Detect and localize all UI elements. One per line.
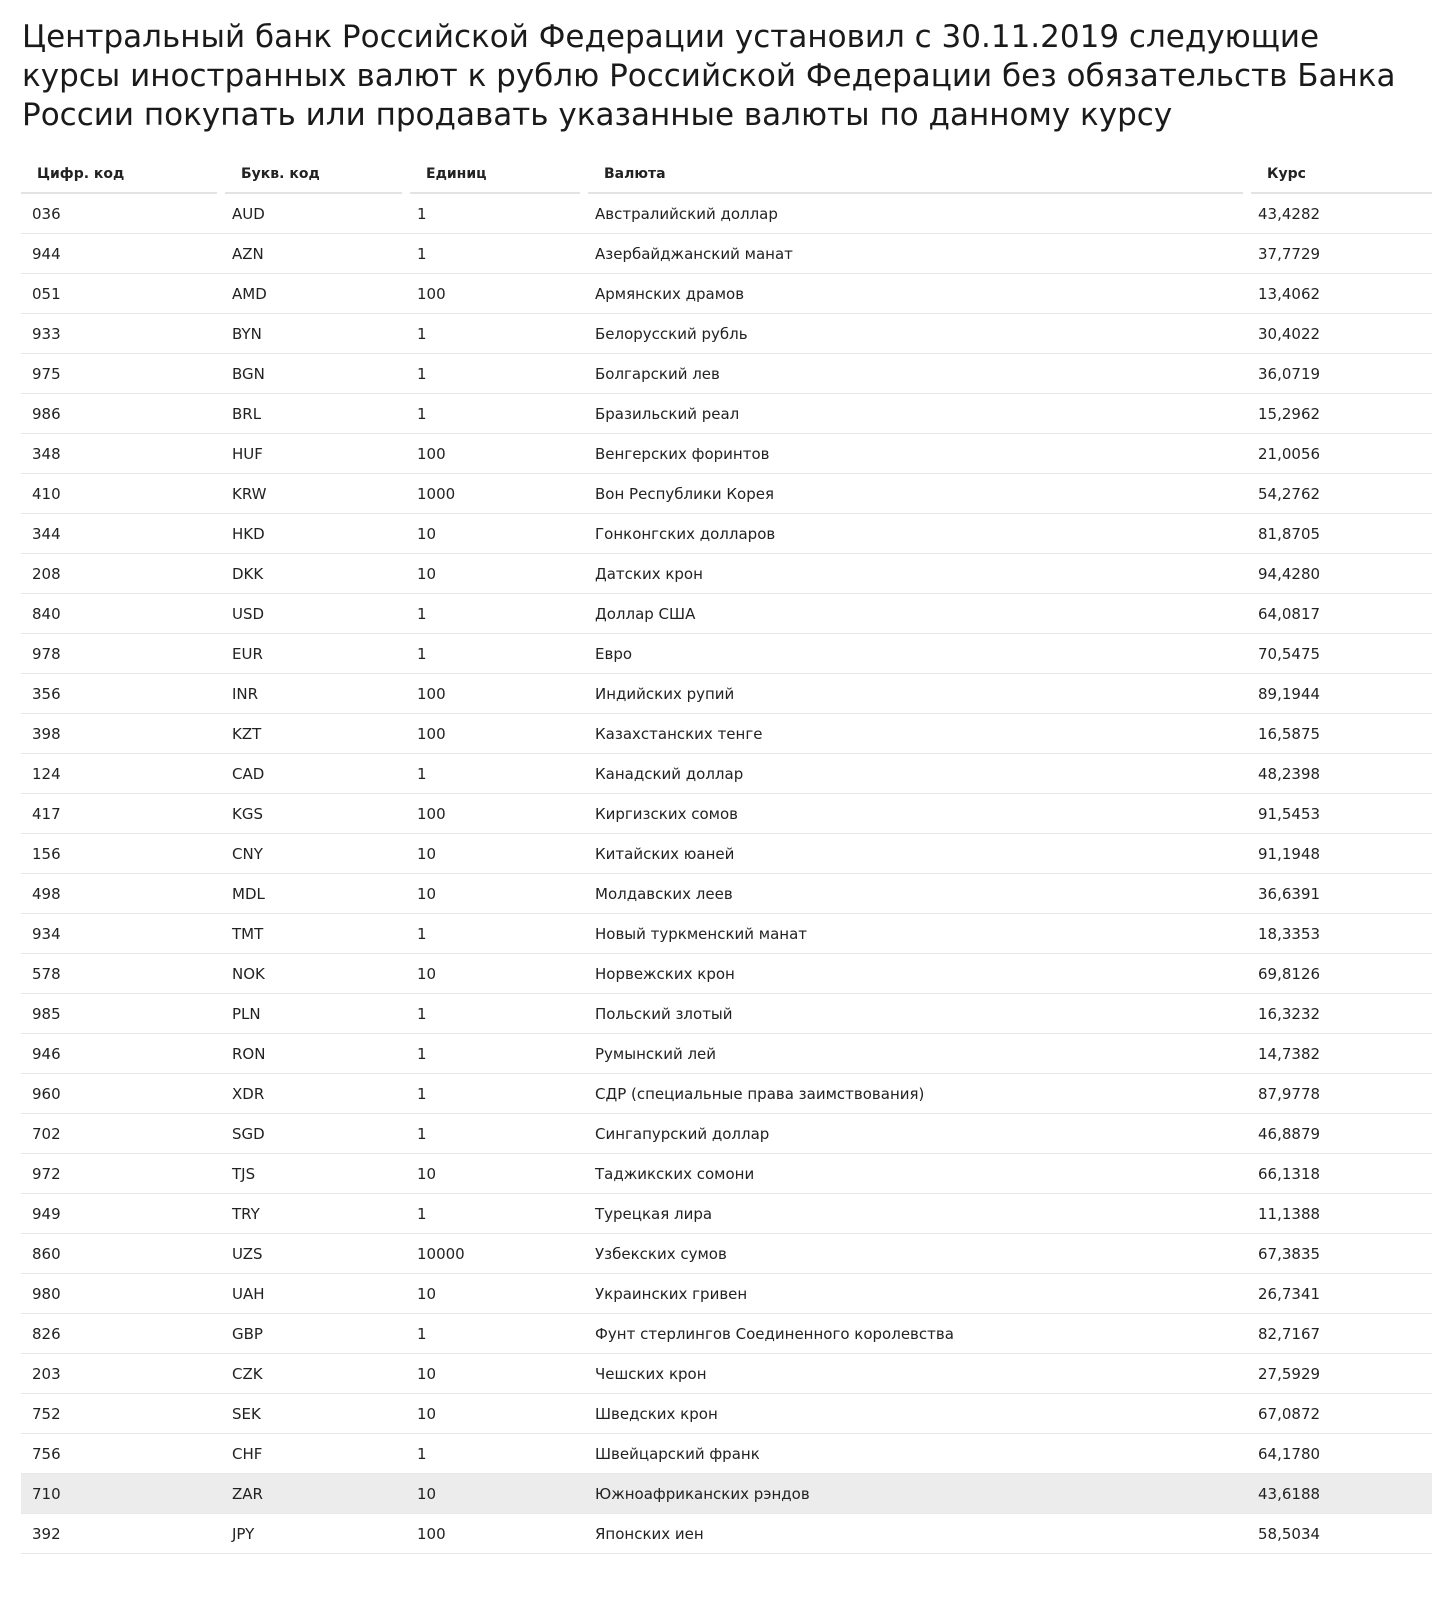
cell-units: 10 <box>406 834 584 874</box>
table-row <box>21 674 1432 714</box>
cell-char-code: RON <box>221 1034 406 1074</box>
table-row <box>21 474 1432 514</box>
table-row <box>21 634 1432 674</box>
page-title: Центральный банк Российской Федерации установил с 30.11.2019 следующие курсы иностранных валют к рублю Российской Федерации без обязательств Банка России покупать или продавать указанные валюты по данному курсу <box>22 19 1396 133</box>
cell-currency-name: Армянских драмов <box>584 274 1247 314</box>
cell-rate: 13,4062 <box>1247 274 1432 314</box>
cell-char-code: BRL <box>221 394 406 434</box>
cell-rate: 91,5453 <box>1247 794 1432 834</box>
cell-currency-name: Белорусский рубль <box>584 314 1247 354</box>
cell-rate: 67,0872 <box>1247 1394 1432 1434</box>
table-row <box>21 874 1432 914</box>
cell-num-code: 392 <box>21 1514 221 1554</box>
cell-char-code: TRY <box>221 1194 406 1234</box>
cell-currency-name: Чешских крон <box>584 1354 1247 1394</box>
cell-rate: 14,7382 <box>1247 1034 1432 1074</box>
cell-units: 10 <box>406 1474 584 1514</box>
cell-rate: 15,2962 <box>1247 394 1432 434</box>
table-row <box>21 1314 1432 1354</box>
cell-char-code: ZAR <box>221 1474 406 1514</box>
table-row <box>21 1074 1432 1114</box>
cell-currency-name: Норвежских крон <box>584 954 1247 994</box>
cell-units: 1 <box>406 914 584 954</box>
cell-currency-name: Сингапурский доллар <box>584 1114 1247 1154</box>
cell-char-code: NOK <box>221 954 406 994</box>
cell-num-code: 752 <box>21 1394 221 1434</box>
cell-currency-name: Датских крон <box>584 554 1247 594</box>
cell-rate: 16,5875 <box>1247 714 1432 754</box>
cell-units: 1 <box>406 193 584 234</box>
table-row <box>21 714 1432 754</box>
cell-currency-name: Швейцарский франк <box>584 1434 1247 1474</box>
cell-num-code: 203 <box>21 1354 221 1394</box>
table-row <box>21 394 1432 434</box>
cell-num-code: 348 <box>21 434 221 474</box>
cell-num-code: 946 <box>21 1034 221 1074</box>
cell-char-code: KRW <box>221 474 406 514</box>
cell-currency-name: Украинских гривен <box>584 1274 1247 1314</box>
cell-units: 10 <box>406 1394 584 1434</box>
cell-num-code: 826 <box>21 1314 221 1354</box>
cell-char-code: AMD <box>221 274 406 314</box>
cell-num-code: 949 <box>21 1194 221 1234</box>
cell-char-code: SEK <box>221 1394 406 1434</box>
cell-currency-name: Молдавских леев <box>584 874 1247 914</box>
cell-char-code: BGN <box>221 354 406 394</box>
cell-currency-name: Гонконгских долларов <box>584 514 1247 554</box>
cell-rate: 54,2762 <box>1247 474 1432 514</box>
cell-currency-name: Евро <box>584 634 1247 674</box>
cell-units: 1 <box>406 1074 584 1114</box>
cell-rate: 89,1944 <box>1247 674 1432 714</box>
cell-char-code: HUF <box>221 434 406 474</box>
cell-units: 1 <box>406 314 584 354</box>
cell-num-code: 985 <box>21 994 221 1034</box>
cell-char-code: UZS <box>221 1234 406 1274</box>
cell-currency-name: Узбекских сумов <box>584 1234 1247 1274</box>
cell-num-code: 124 <box>21 754 221 794</box>
cell-units: 1 <box>406 754 584 794</box>
cell-currency-name: Вон Республики Корея <box>584 474 1247 514</box>
table-row <box>21 1514 1432 1554</box>
cell-rate: 26,7341 <box>1247 1274 1432 1314</box>
cell-rate: 30,4022 <box>1247 314 1432 354</box>
cell-units: 1 <box>406 634 584 674</box>
cell-num-code: 578 <box>21 954 221 994</box>
cell-units: 100 <box>406 274 584 314</box>
cell-units: 1 <box>406 234 584 274</box>
cell-num-code: 356 <box>21 674 221 714</box>
cell-num-code: 975 <box>21 354 221 394</box>
cell-rate: 64,1780 <box>1247 1434 1432 1474</box>
cell-units: 100 <box>406 1514 584 1554</box>
table-row <box>21 594 1432 634</box>
cell-num-code: 986 <box>21 394 221 434</box>
cell-units: 100 <box>406 674 584 714</box>
cell-char-code: UAH <box>221 1274 406 1314</box>
table-row <box>21 1354 1432 1394</box>
cell-rate: 82,7167 <box>1247 1314 1432 1354</box>
table-row <box>21 1474 1432 1514</box>
cell-units: 1 <box>406 594 584 634</box>
cell-num-code: 972 <box>21 1154 221 1194</box>
table-row <box>21 914 1432 954</box>
table-row <box>21 193 1432 234</box>
cell-char-code: KZT <box>221 714 406 754</box>
cell-rate: 43,4282 <box>1247 193 1432 234</box>
header-num-code: Цифр. код <box>21 156 221 193</box>
cell-units: 100 <box>406 434 584 474</box>
cell-char-code: CHF <box>221 1434 406 1474</box>
cell-units: 1 <box>406 1194 584 1234</box>
table-row <box>21 314 1432 354</box>
cell-char-code: AUD <box>221 193 406 234</box>
table-row <box>21 514 1432 554</box>
cell-currency-name: Болгарский лев <box>584 354 1247 394</box>
cell-currency-name: Румынский лей <box>584 1034 1247 1074</box>
table-row <box>21 794 1432 834</box>
cell-rate: 36,0719 <box>1247 354 1432 394</box>
cell-units: 1 <box>406 354 584 394</box>
cell-units: 10000 <box>406 1234 584 1274</box>
table-row <box>21 554 1432 594</box>
cell-currency-name: СДР (специальные права заимствования) <box>584 1074 1247 1114</box>
cell-char-code: CZK <box>221 1354 406 1394</box>
cell-units: 1 <box>406 994 584 1034</box>
cell-units: 100 <box>406 794 584 834</box>
cell-units: 1 <box>406 394 584 434</box>
cell-currency-name: Доллар США <box>584 594 1247 634</box>
cell-currency-name: Киргизских сомов <box>584 794 1247 834</box>
cell-units: 1000 <box>406 474 584 514</box>
cell-char-code: USD <box>221 594 406 634</box>
cell-char-code: SGD <box>221 1114 406 1154</box>
table-row <box>21 274 1432 314</box>
cell-num-code: 840 <box>21 594 221 634</box>
cell-rate: 94,4280 <box>1247 554 1432 594</box>
cell-rate: 18,3353 <box>1247 914 1432 954</box>
table-body <box>21 193 1432 1554</box>
table-row <box>21 1114 1432 1154</box>
cell-char-code: DKK <box>221 554 406 594</box>
cell-rate: 67,3835 <box>1247 1234 1432 1274</box>
cell-rate: 87,9778 <box>1247 1074 1432 1114</box>
cell-units: 1 <box>406 1314 584 1354</box>
cell-currency-name: Японских иен <box>584 1514 1247 1554</box>
cell-rate: 48,2398 <box>1247 754 1432 794</box>
cell-currency-name: Канадский доллар <box>584 754 1247 794</box>
cell-num-code: 036 <box>21 193 221 234</box>
cell-char-code: JPY <box>221 1514 406 1554</box>
cell-char-code: TJS <box>221 1154 406 1194</box>
cell-currency-name: Казахстанских тенге <box>584 714 1247 754</box>
cell-currency-name: Таджикских сомони <box>584 1154 1247 1194</box>
cell-rate: 21,0056 <box>1247 434 1432 474</box>
table-row <box>21 994 1432 1034</box>
cell-num-code: 710 <box>21 1474 221 1514</box>
cell-rate: 43,6188 <box>1247 1474 1432 1514</box>
cell-currency-name: Бразильский реал <box>584 394 1247 434</box>
cell-units: 1 <box>406 1434 584 1474</box>
cell-currency-name: Китайских юаней <box>584 834 1247 874</box>
table-row <box>21 1234 1432 1274</box>
cell-char-code: KGS <box>221 794 406 834</box>
header-char-code: Букв. код <box>221 156 406 193</box>
cell-currency-name: Индийских рупий <box>584 674 1247 714</box>
cell-rate: 37,7729 <box>1247 234 1432 274</box>
cell-units: 10 <box>406 1354 584 1394</box>
cell-num-code: 960 <box>21 1074 221 1114</box>
table-row <box>21 1394 1432 1434</box>
cell-num-code: 051 <box>21 274 221 314</box>
cell-num-code: 980 <box>21 1274 221 1314</box>
cell-char-code: HKD <box>221 514 406 554</box>
cell-num-code: 756 <box>21 1434 221 1474</box>
cell-units: 10 <box>406 874 584 914</box>
table-row <box>21 1154 1432 1194</box>
cell-currency-name: Польский злотый <box>584 994 1247 1034</box>
cell-currency-name: Шведских крон <box>584 1394 1247 1434</box>
cell-rate: 81,8705 <box>1247 514 1432 554</box>
table-row <box>21 754 1432 794</box>
header-rate: Курс <box>1247 156 1432 193</box>
table-row <box>21 434 1432 474</box>
currency-rates-table <box>21 156 1432 1554</box>
cell-units: 10 <box>406 514 584 554</box>
cell-units: 1 <box>406 1114 584 1154</box>
table-header-row <box>21 156 1432 193</box>
cell-currency-name: Новый туркменский манат <box>584 914 1247 954</box>
cell-num-code: 860 <box>21 1234 221 1274</box>
table-row <box>21 1434 1432 1474</box>
cell-currency-name: Азербайджанский манат <box>584 234 1247 274</box>
cell-num-code: 934 <box>21 914 221 954</box>
cell-num-code: 933 <box>21 314 221 354</box>
cell-currency-name: Австралийский доллар <box>584 193 1247 234</box>
cell-char-code: XDR <box>221 1074 406 1114</box>
table-row <box>21 1034 1432 1074</box>
cell-currency-name: Турецкая лира <box>584 1194 1247 1234</box>
cell-rate: 46,8879 <box>1247 1114 1432 1154</box>
cell-char-code: TMT <box>221 914 406 954</box>
cell-rate: 36,6391 <box>1247 874 1432 914</box>
cell-char-code: CNY <box>221 834 406 874</box>
cell-currency-name: Южноафриканских рэндов <box>584 1474 1247 1514</box>
cell-rate: 70,5475 <box>1247 634 1432 674</box>
cell-char-code: CAD <box>221 754 406 794</box>
cell-char-code: BYN <box>221 314 406 354</box>
cell-char-code: MDL <box>221 874 406 914</box>
cell-rate: 64,0817 <box>1247 594 1432 634</box>
cell-num-code: 156 <box>21 834 221 874</box>
table-row <box>21 834 1432 874</box>
cell-char-code: GBP <box>221 1314 406 1354</box>
header-units: Единиц <box>406 156 584 193</box>
table-row <box>21 1194 1432 1234</box>
cell-num-code: 417 <box>21 794 221 834</box>
cell-units: 10 <box>406 554 584 594</box>
cell-num-code: 344 <box>21 514 221 554</box>
table-row <box>21 234 1432 274</box>
cell-num-code: 208 <box>21 554 221 594</box>
cell-rate: 11,1388 <box>1247 1194 1432 1234</box>
cell-units: 1 <box>406 1034 584 1074</box>
cell-currency-name: Фунт стерлингов Соединенного королевства <box>584 1314 1247 1354</box>
header-currency: Валюта <box>584 156 1247 193</box>
table-row <box>21 954 1432 994</box>
cell-rate: 58,5034 <box>1247 1514 1432 1554</box>
cell-units: 10 <box>406 1154 584 1194</box>
cell-rate: 69,8126 <box>1247 954 1432 994</box>
cell-units: 100 <box>406 714 584 754</box>
cell-char-code: INR <box>221 674 406 714</box>
cell-num-code: 702 <box>21 1114 221 1154</box>
cell-units: 10 <box>406 954 584 994</box>
cell-units: 10 <box>406 1274 584 1314</box>
cell-rate: 27,5929 <box>1247 1354 1432 1394</box>
cell-num-code: 498 <box>21 874 221 914</box>
cell-num-code: 398 <box>21 714 221 754</box>
cell-char-code: AZN <box>221 234 406 274</box>
table-row <box>21 354 1432 394</box>
cell-num-code: 410 <box>21 474 221 514</box>
cell-rate: 66,1318 <box>1247 1154 1432 1194</box>
cell-rate: 91,1948 <box>1247 834 1432 874</box>
cell-rate: 16,3232 <box>1247 994 1432 1034</box>
cell-char-code: PLN <box>221 994 406 1034</box>
cell-currency-name: Венгерских форинтов <box>584 434 1247 474</box>
cell-num-code: 978 <box>21 634 221 674</box>
cell-char-code: EUR <box>221 634 406 674</box>
table-row <box>21 1274 1432 1314</box>
cell-num-code: 944 <box>21 234 221 274</box>
